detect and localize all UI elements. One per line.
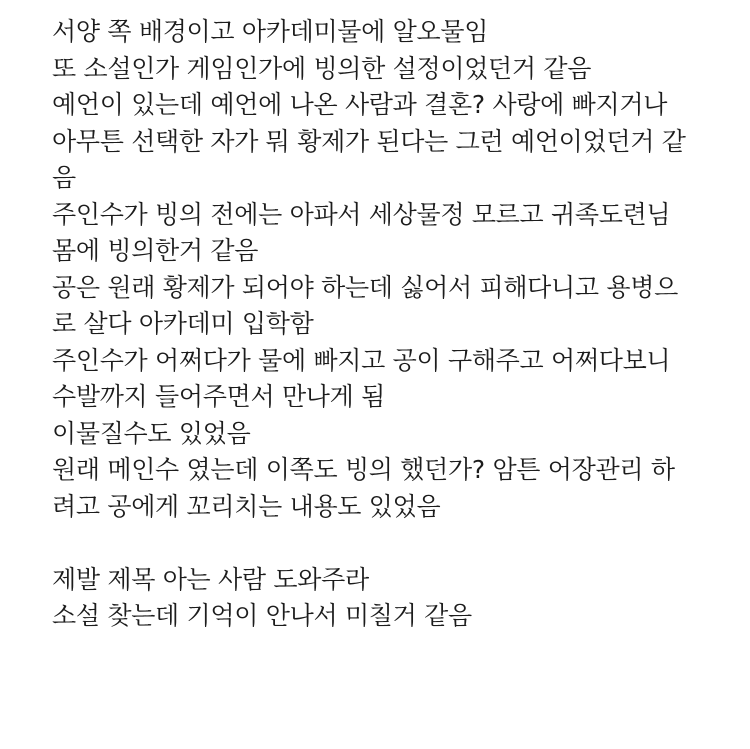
post-body	[52, 14, 742, 635]
text-line-10: 주인수가 어쩌다가 물에 빠지고 공이 구해주고 어쩌다보니	[52, 345, 671, 375]
text-line-14: 려고 공에게 꼬리치는 내용도 있었음	[52, 491, 441, 521]
text-line-2: 또 소설인가 게임인가에 빙의한 설정이었던거 같음	[52, 53, 592, 83]
text-line-7: 몸에 빙의한거 같음	[52, 236, 259, 265]
text-line-11: 수발까지 들어주면서 만나게 됨	[52, 382, 385, 411]
text-line-3: 예언이 있는데 예언에 나온 사람과 결혼? 사랑에 빠지거나	[52, 90, 668, 119]
text-line-1: 서양 쪽 배경이고 아카데미물에 알오물임	[52, 17, 489, 46]
text-line-13: 원래 메인수 였는데 이쪽도 빙의 했던가? 암튼 어장관리 하	[52, 455, 675, 484]
text-line-8: 공은 원래 황제가 되어야 하는데 싫어서 피해다니고 용병으	[52, 272, 678, 302]
text-line-15: 제발 제목 아는 사람 도와주라	[52, 564, 369, 594]
text-line-16: 소설 찾는데 기억이 안나서 미칠거 같음	[52, 601, 472, 630]
text-line-9: 로 살다 아카데미 입학함	[52, 309, 314, 338]
blank-line	[52, 525, 742, 562]
text-line-12: 이물질수도 있었음	[52, 418, 251, 448]
text-line-5: 음	[52, 163, 76, 192]
text-line-4: 아무튼 선택한 자가 뭐 황제가 된다는 그런 예언이었던거 같	[52, 126, 686, 156]
text-line-6: 주인수가 빙의 전에는 아파서 세상물정 모르고 귀족도련님	[52, 199, 671, 229]
